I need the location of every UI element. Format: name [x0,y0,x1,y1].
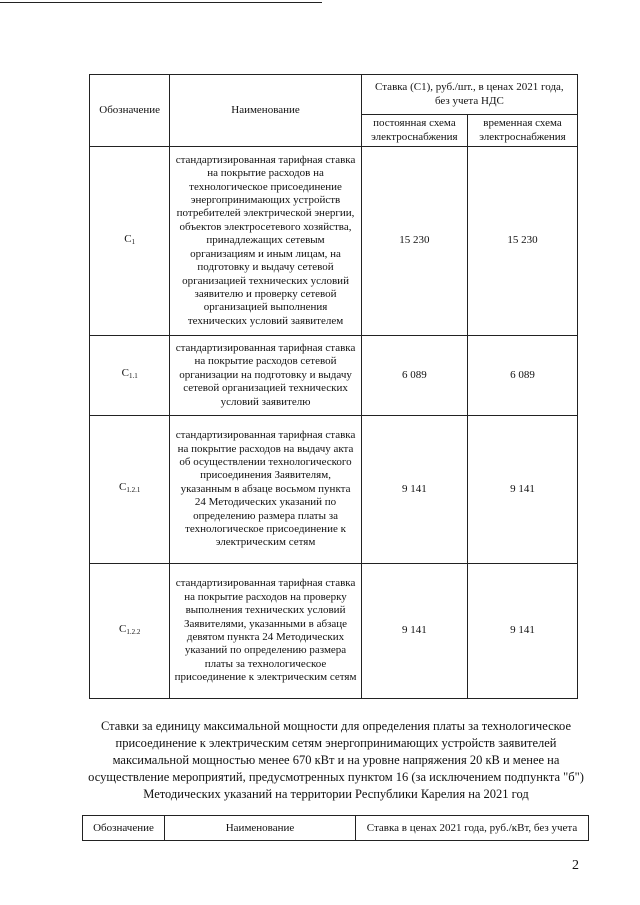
row-name: стандартизированная тарифная ставка на покрытие расходов на технологическое присоединение энергопринимающих устройств потребителей электрической энергии, объектов электросетевого хозяйства, принадлежащих сетевым организациям и иным лицам, на подготовку и выдачу сетевой организацией технических условий заявителю и проверку сетевой организацией выполнения технических условий заявителем [170,147,361,336]
table-row [90,147,578,336]
table-row [90,564,578,699]
table-row [90,336,578,416]
row-temporary-value: 15 230 [468,147,578,336]
row-code: $C_{1.2.2}$ [90,564,170,699]
row-code: $C_1$ [90,147,170,336]
row-permanent-value: 9 141 [361,564,467,699]
second-header-designation: Обозначение [83,816,165,841]
top-rule [0,2,322,3]
row-name: стандартизированная тарифная ставка на покрытие расходов на проверку выполнения технических условий Заявителями, указанными в абзаце девятом пункта 24 Методических указаний по определению размера платы за технологическое присоединение к электрическим сетям [170,564,361,699]
row-name: стандартизированная тарифная ставка на покрытие расходов сетевой организации на подготовку и выдачу сетевой организацией технических условий заявителю [170,336,361,416]
row-temporary-value: 9 141 [468,564,578,699]
page-number: 2 [572,858,579,873]
table-row [90,416,578,564]
row-code: $C_{1.2.1}$ [90,416,170,564]
row-temporary-value: 9 141 [468,416,578,564]
second-header-name: Наименование [165,816,356,841]
row-code-subscript: 1.2.2 [126,627,141,636]
second-header-rate: Ставка в ценах 2021 года, руб./кВт, без учета [356,816,589,841]
header-designation: Обозначение [90,75,170,147]
row-permanent-value: 6 089 [361,336,467,416]
row-temporary-value: 6 089 [468,336,578,416]
header-rate: Ставка (С1), руб./шт., в ценах 2021 года, без учета НДС [361,75,577,115]
second-table-header-row [83,816,589,841]
header-temporary: временная схема электроснабжения [468,115,578,147]
header-row [90,75,578,115]
row-code-subscript: 1.1 [128,372,138,381]
second-table [82,815,589,841]
section-paragraph: Ставки за единицу максимальной мощности для определения платы за технологическое присоединение к электрическим сетям энергопринимающих устройств заявителей максимальной мощностью менее 670 кВт и на уровне напряжения 20 кВ и менее на осуществление мероприятий, предусмотренных пунктом 16 (за исключением подпункта "б") Методических указаний на территории Республики Карелия на 2021 год [88,719,584,801]
row-code: $C_{1.1}$ [90,336,170,416]
header-name: Наименование [170,75,361,147]
rates-table [89,74,578,699]
row-code-subscript: 1.2.1 [126,486,141,495]
row-permanent-value: 15 230 [361,147,467,336]
row-code-subscript: 1 [131,237,136,246]
row-permanent-value: 9 141 [361,416,467,564]
row-name: стандартизированная тарифная ставка на покрытие расходов на выдачу акта об осуществлении технологического присоединения Заявителям, указанным в абзаце восьмом пункта 24 Методических указаний по определению размера платы за технологическое присоединение к электрическим сетям [170,416,361,564]
header-permanent: постоянная схема электроснабжения [361,115,467,147]
